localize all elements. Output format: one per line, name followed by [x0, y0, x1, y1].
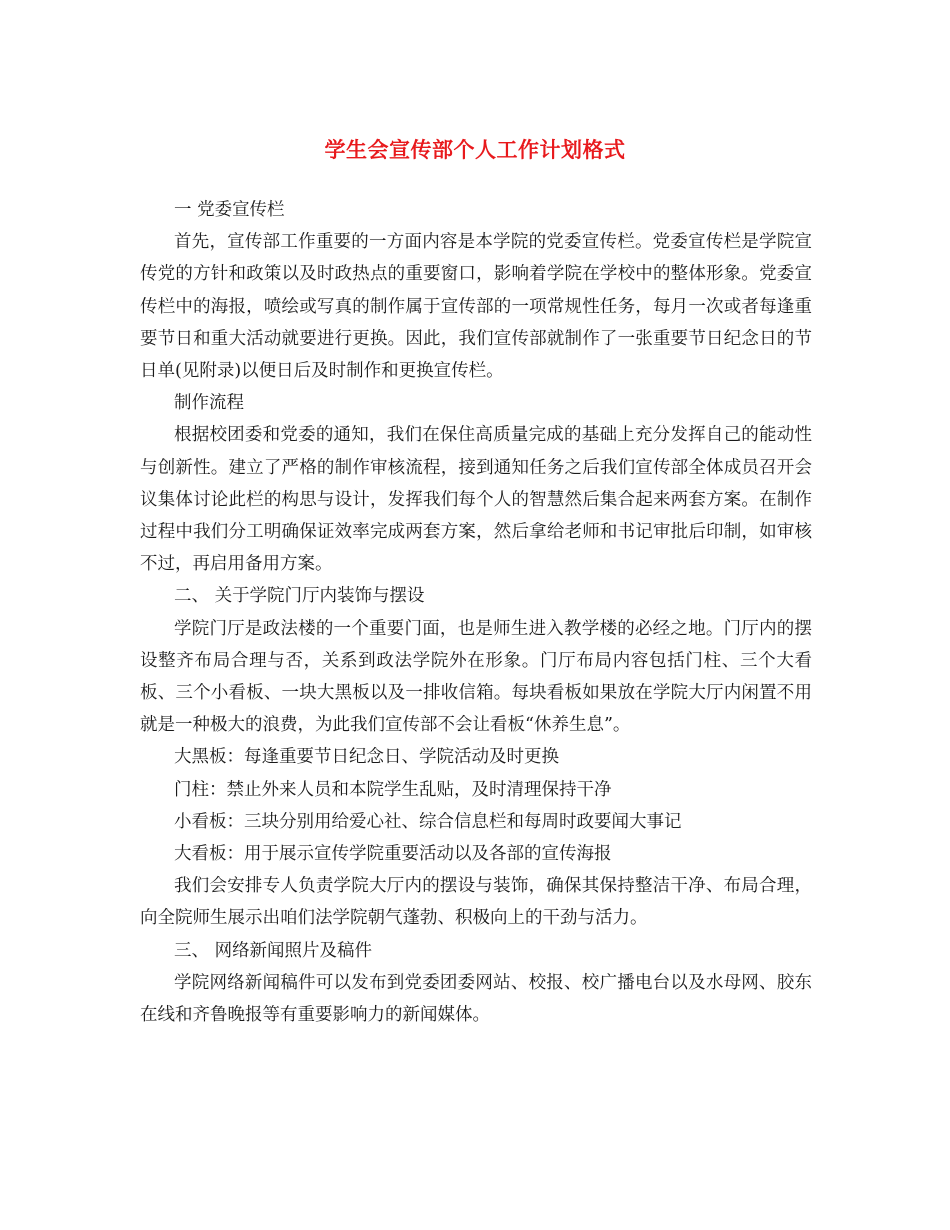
- list-item-pillar: 门柱：禁止外来人员和本院学生乱贴，及时清理保持干净: [174, 779, 612, 800]
- paragraph-production-process: 根据校团委和党委的通知，我们在保住高质量完成的基础上充分发挥自己的能动性与创新性。建立了严格的制作审核流程，接到通知任务之后我们宣传部全体成员召开会议集体讨论此栏的构思与设计，发挥我们每个人的智慧然后集合起来两套方案。在制作过程中我们分工明确保证效率完成两套方案，然后拿给老师和书记审批后印制，如审核不过，再启用备用方案。: [140, 425, 812, 575]
- list-item-small-boards: 小看板：三块分别用给爱心社、综合信息栏和每周时政要闻大事记: [174, 811, 682, 832]
- section-heading-party-board: 一 党委宣传栏: [174, 200, 285, 220]
- paragraph-lobby-intro: 学院门厅是政法楼的一个重要门面，也是师生进入教学楼的必经之地。门厅内的摆设整齐布局合理与否，关系到政法学院外在形象。门厅布局内容包括门柱、三个大看板、三个小看板、一块大黑板以及一排收信箱。每块看板如果放在学院大厅内闲置不用就是一种极大的浪费，为此我们宣传部不会让看板“休养生息”。: [140, 618, 812, 736]
- list-item-large-boards: 大看板：用于展示宣传学院重要活动以及各部的宣传海报: [174, 844, 612, 865]
- paragraph-lobby-closing: 我们会安排专人负责学院大厅内的摆设与装饰，确保其保持整洁干净、布局合理，向全院师生展示出咱们法学院朝气蓬勃、积极向上的干劲与活力。: [140, 876, 812, 929]
- list-item-blackboard: 大黑板：每逢重要节日纪念日、学院活动及时更换: [174, 747, 559, 768]
- section-heading-lobby-decoration: 二、 关于学院门厅内装饰与摆设: [174, 586, 425, 607]
- subheading-production-process: 制作流程: [174, 393, 244, 414]
- document-body: [140, 194, 812, 1031]
- document-title: 学生会宣传部个人工作计划格式: [324, 137, 626, 163]
- paragraph-online-news: 学院网络新闻稿件可以发布到党委团委网站、校报、校广播电台以及水母网、胶东在线和齐鲁晚报等有重要影响力的新闻媒体。: [140, 972, 812, 1026]
- paragraph-party-board-intro: 首先，宣传部工作重要的一方面内容是本学院的党委宣传栏。党委宣传栏是学院宣传党的方针和政策以及时政热点的重要窗口，影响着学院在学校中的整体形象。党委宣传栏中的海报，喷绘或写真的制作属于宣传部的一项常规性任务，每月一次或者每逢重要节日和重大活动就要进行更换。因此，我们宣传部就制作了一张重要节日纪念日的节日单(见附录)以便日后及时制作和更换宣传栏。: [140, 232, 812, 382]
- section-heading-online-news: 三、 网络新闻照片及稿件: [174, 940, 373, 961]
